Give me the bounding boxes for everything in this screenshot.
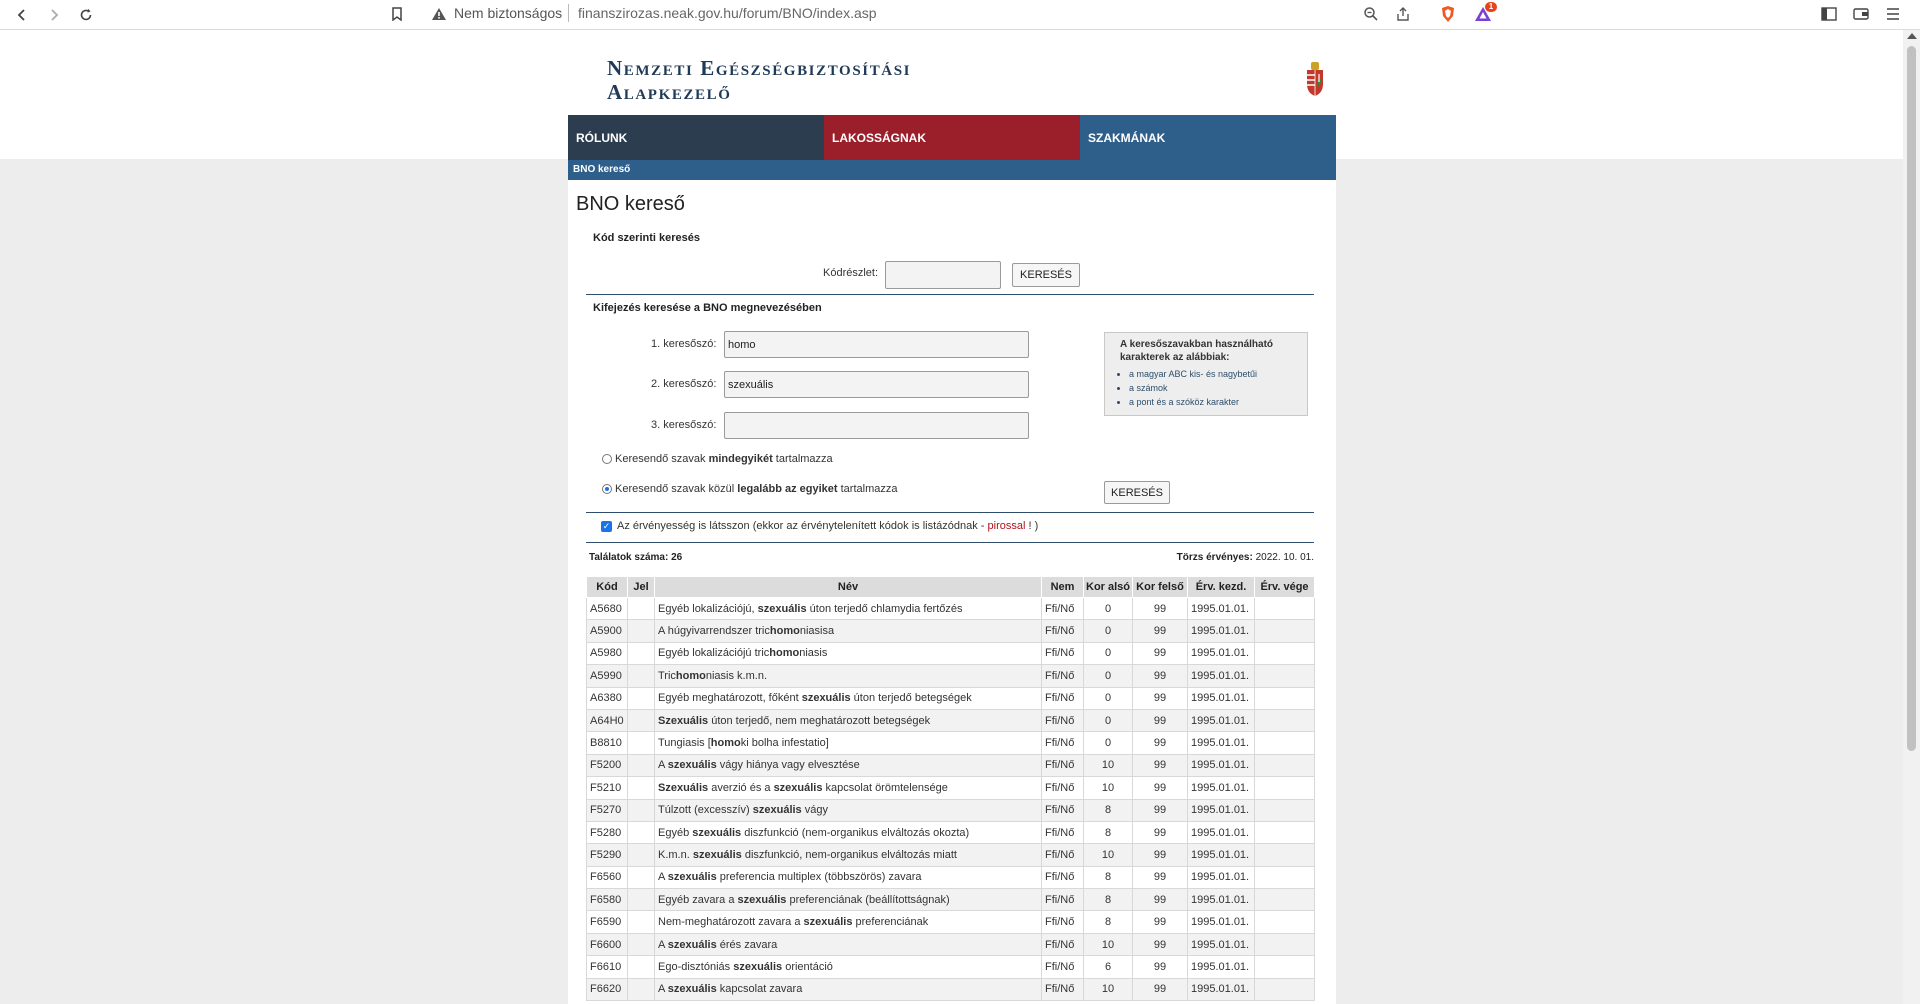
table-row[interactable] (587, 933, 1315, 955)
nav-item-szakmanak[interactable]: SZAKMÁNAK (1080, 115, 1336, 160)
expression-search-title: Kifejezés keresése a BNO megnevezésében (593, 302, 822, 314)
cell-kor-felso: 99 (1133, 956, 1188, 978)
cell-nem: Ffi/Nő (1042, 709, 1084, 731)
name-segment: averzió és a (708, 781, 774, 794)
cell-kod: A6380 (587, 687, 628, 709)
cell-erv-vege (1255, 956, 1315, 978)
reload-icon[interactable] (73, 2, 99, 28)
cell-erv-kezd: 1995.01.01. (1188, 665, 1255, 687)
name-highlight: szexuális (667, 983, 717, 996)
cell-erv-vege (1255, 777, 1315, 799)
name-highlight: Szexuális (658, 781, 709, 794)
name-segment: preferenciának (beállítottságnak) (786, 893, 950, 906)
cell-kod: F5280 (587, 821, 628, 843)
cell-kor-felso: 99 (1133, 933, 1188, 955)
cell-kod: A64H0 (587, 709, 628, 731)
cell-nev (655, 956, 1042, 978)
keyword-2-label: 2. keresőszó: (651, 378, 717, 390)
cell-kor-also: 10 (1084, 754, 1133, 776)
scroll-up-arrow[interactable] (1907, 33, 1917, 39)
cell-kod: F6620 (587, 978, 628, 1000)
validity-tail: ! ) (1025, 520, 1039, 532)
nav-item-lakossagnak[interactable]: LAKOSSÁGNAK (824, 115, 1080, 160)
cell-erv-kezd: 1995.01.01. (1188, 978, 1255, 1000)
cell-jel (628, 665, 655, 687)
cell-nem: Ffi/Nő (1042, 889, 1084, 911)
cell-nev (655, 687, 1042, 709)
cell-nev (655, 642, 1042, 664)
cell-erv-kezd: 1995.01.01. (1188, 933, 1255, 955)
cell-nem: Ffi/Nő (1042, 911, 1084, 933)
cell-jel (628, 777, 655, 799)
main-content (568, 115, 1336, 1004)
cell-kod: A5900 (587, 620, 628, 642)
cell-kor-felso: 99 (1133, 844, 1188, 866)
name-segment: vágy hiánya vagy elvesztése (716, 759, 860, 772)
cell-erv-kezd: 1995.01.01. (1188, 709, 1255, 731)
cell-erv-vege (1255, 665, 1315, 687)
name-segment: kapcsolat zavara (716, 983, 803, 996)
cell-kor-felso: 99 (1133, 709, 1188, 731)
cell-erv-vege (1255, 732, 1315, 754)
torzs-label: Törzs érvényes: (1176, 552, 1253, 563)
cell-nev (655, 620, 1042, 642)
cell-erv-kezd: 1995.01.01. (1188, 777, 1255, 799)
cell-nem: Ffi/Nő (1042, 665, 1084, 687)
cell-kor-felso: 99 (1133, 978, 1188, 1000)
cell-erv-kezd: 1995.01.01. (1188, 866, 1255, 888)
cell-erv-kezd: 1995.01.01. (1188, 620, 1255, 642)
cell-erv-vege (1255, 598, 1315, 620)
cell-jel (628, 754, 655, 776)
cell-kod: F5270 (587, 799, 628, 821)
subnav-bno-kereso[interactable]: BNO kereső (568, 160, 1336, 180)
name-segment: Egyéb lokalizációjú tric (658, 647, 770, 660)
address-separator (568, 4, 569, 22)
results-table (586, 576, 1315, 1001)
cell-erv-kezd: 1995.01.01. (1188, 799, 1255, 821)
cell-kor-also: 0 (1084, 642, 1133, 664)
cell-kor-also: 0 (1084, 598, 1133, 620)
name-segment: A (658, 759, 668, 772)
cell-erv-vege (1255, 911, 1315, 933)
name-segment: úton terjedő chlamydia fertőzés (806, 602, 963, 615)
cell-kod: B8810 (587, 732, 628, 754)
name-segment: diszfunkció, nem-organikus elváltozás miatt (741, 848, 957, 861)
code-search-title: Kód szerinti keresés (593, 232, 700, 244)
zoom-icon[interactable] (1360, 3, 1382, 25)
cell-nev (655, 732, 1042, 754)
table-row[interactable] (587, 687, 1315, 709)
cell-nem: Ffi/Nő (1042, 978, 1084, 1000)
torzs-validity (1177, 552, 1314, 563)
back-icon[interactable] (9, 2, 35, 28)
cell-jel (628, 866, 655, 888)
keyword-2-input[interactable] (724, 371, 1029, 398)
cell-erv-vege (1255, 978, 1315, 1000)
cell-erv-vege (1255, 821, 1315, 843)
name-highlight: homo (769, 647, 800, 660)
name-highlight: szexuális (667, 871, 717, 884)
cell-erv-kezd: 1995.01.01. (1188, 821, 1255, 843)
share-icon[interactable] (1392, 3, 1414, 25)
radio-any-post: tartalmazza (837, 483, 898, 495)
wallet-icon[interactable] (1850, 3, 1872, 25)
cell-nev (655, 889, 1042, 911)
cell-jel (628, 687, 655, 709)
cell-jel (628, 978, 655, 1000)
cell-jel (628, 844, 655, 866)
cell-jel (628, 911, 655, 933)
forward-icon[interactable] (41, 2, 67, 28)
table-row[interactable] (587, 754, 1315, 776)
cell-erv-vege (1255, 620, 1315, 642)
cell-kor-felso: 99 (1133, 665, 1188, 687)
name-segment: niasis (799, 647, 828, 660)
address-bar-url[interactable]: finanszirozas.neak.gov.hu/forum/BNO/index.asp (578, 5, 877, 21)
radio-all-pre: Keresendő szavak (615, 453, 709, 465)
table-row[interactable] (587, 620, 1315, 642)
cell-erv-vege (1255, 889, 1315, 911)
table-row[interactable] (587, 821, 1315, 843)
cell-kor-also: 10 (1084, 844, 1133, 866)
cell-kod: A5980 (587, 642, 628, 664)
cell-nem: Ffi/Nő (1042, 821, 1084, 843)
radio-all-post: tartalmazza (772, 453, 833, 465)
keyword-1-label: 1. keresőszó: (651, 338, 717, 350)
cell-kor-felso: 99 (1133, 598, 1188, 620)
name-highlight: szexuális (667, 759, 717, 772)
table-header-row (587, 577, 1315, 598)
radio-all-bold: mindegyikét (708, 453, 773, 465)
cell-erv-kezd: 1995.01.01. (1188, 732, 1255, 754)
page-scrollbar[interactable] (1903, 30, 1920, 1004)
menu-icon[interactable] (1882, 3, 1904, 25)
cell-erv-vege (1255, 687, 1315, 709)
rewards-badge: 1 (1485, 2, 1497, 12)
cell-nev (655, 754, 1042, 776)
divider (586, 294, 1314, 295)
cell-erv-kezd: 1995.01.01. (1188, 844, 1255, 866)
cell-erv-vege (1255, 709, 1315, 731)
cell-jel (628, 598, 655, 620)
divider (586, 542, 1314, 543)
name-segment: preferencia multiplex (többszörös) zavara (716, 871, 922, 884)
name-segment: kapcsolat örömtelensége (822, 781, 948, 794)
cell-kod: F6580 (587, 889, 628, 911)
radio-any-pre: Keresendő szavak közül (615, 483, 738, 495)
name-segment: A (658, 983, 668, 996)
cell-kor-felso: 99 (1133, 642, 1188, 664)
code-part-input[interactable] (885, 261, 1001, 289)
cell-jel (628, 732, 655, 754)
cell-jel (628, 821, 655, 843)
name-segment: ki bolha infestatio] (740, 737, 829, 750)
brave-rewards-icon[interactable] (1472, 3, 1494, 25)
cell-nem: Ffi/Nő (1042, 956, 1084, 978)
cell-kod: F5210 (587, 777, 628, 799)
name-segment: vágy (801, 804, 828, 817)
cell-nev (655, 665, 1042, 687)
col-header-erv-kezd: Érv. kezd. (1188, 577, 1255, 598)
cell-erv-vege (1255, 799, 1315, 821)
cell-erv-vege (1255, 754, 1315, 776)
sidebar-icon[interactable] (1818, 3, 1840, 25)
info-item: • a számok (1129, 381, 1307, 395)
name-segment: orientáció (782, 960, 833, 973)
cell-nem: Ffi/Nő (1042, 598, 1084, 620)
organization-logo-text[interactable] (607, 56, 911, 104)
insecure-label[interactable]: Nem biztonságos (454, 5, 563, 21)
table-row[interactable] (587, 598, 1315, 620)
cell-nem: Ffi/Nő (1042, 866, 1084, 888)
name-segment: úton terjedő betegségek (850, 692, 972, 705)
name-highlight: homo (710, 737, 741, 750)
name-segment: Tungiasis [ (658, 737, 711, 750)
cell-erv-kezd: 1995.01.01. (1188, 754, 1255, 776)
cell-nem: Ffi/Nő (1042, 777, 1084, 799)
cell-jel (628, 933, 655, 955)
cell-kor-felso: 99 (1133, 889, 1188, 911)
cell-nem: Ffi/Nő (1042, 933, 1084, 955)
name-highlight: szexuális (737, 893, 787, 906)
cell-nev (655, 821, 1042, 843)
name-segment: Tric (658, 669, 676, 682)
cell-kod: F6610 (587, 956, 628, 978)
name-highlight: szexuális (692, 848, 742, 861)
keyword-3-input[interactable] (724, 412, 1029, 439)
table-row[interactable] (587, 956, 1315, 978)
col-header-kor-also: Kor alsó (1084, 577, 1133, 598)
cell-kor-felso: 99 (1133, 866, 1188, 888)
cell-kor-also: 0 (1084, 665, 1133, 687)
cell-nev (655, 598, 1042, 620)
cell-nev (655, 844, 1042, 866)
nav-item-rolunk[interactable]: RÓLUNK (568, 115, 824, 160)
cell-kor-also: 0 (1084, 732, 1133, 754)
table-row[interactable] (587, 889, 1315, 911)
table-row[interactable] (587, 732, 1315, 754)
cell-kor-also: 0 (1084, 709, 1133, 731)
validity-checkbox-row[interactable] (601, 520, 1038, 532)
cell-kor-felso: 99 (1133, 754, 1188, 776)
name-segment: Ego-disztóniás (658, 960, 734, 973)
table-row[interactable] (587, 642, 1315, 664)
cell-jel (628, 620, 655, 642)
table-row[interactable] (587, 978, 1315, 1000)
org-name-line1: Nemzeti Egészségbiztosítási (607, 56, 912, 80)
cell-nev (655, 978, 1042, 1000)
cell-kor-also: 0 (1084, 687, 1133, 709)
name-segment: A (658, 871, 668, 884)
cell-nev (655, 933, 1042, 955)
cell-nev (655, 911, 1042, 933)
table-row[interactable] (587, 911, 1315, 933)
cell-erv-kezd: 1995.01.01. (1188, 889, 1255, 911)
coat-of-arms-icon (1306, 62, 1324, 96)
name-highlight: szexuális (667, 938, 717, 951)
radio-any-button[interactable] (602, 484, 612, 494)
cell-kor-also: 8 (1084, 821, 1133, 843)
name-segment: niasis k.m.n. (705, 669, 768, 682)
cell-kor-also: 10 (1084, 978, 1133, 1000)
name-segment: Túlzott (excesszív) (658, 804, 753, 817)
col-header-jel: Jel (628, 577, 655, 598)
col-header-erv-vege: Érv. vége (1255, 577, 1315, 598)
table-row[interactable] (587, 709, 1315, 731)
cell-jel (628, 799, 655, 821)
name-highlight: Szexuális (658, 714, 709, 727)
cell-nem: Ffi/Nő (1042, 732, 1084, 754)
name-segment: úton terjedő, nem meghatározott betegségek (708, 714, 931, 727)
org-name-line2: Alapkezelő (607, 80, 732, 104)
name-segment: preferenciának (852, 916, 929, 929)
cell-kor-felso: 99 (1133, 799, 1188, 821)
name-segment: Egyéb zavara a (658, 893, 738, 906)
radio-all-button[interactable] (602, 454, 612, 464)
cell-kor-felso: 99 (1133, 732, 1188, 754)
info-item: • a magyar ABC kis- és nagybetűi (1129, 367, 1307, 381)
code-part-label: Kódrészlet: (823, 267, 879, 279)
name-highlight: szexuális (692, 826, 742, 839)
cell-nev (655, 866, 1042, 888)
cell-nev (655, 799, 1042, 821)
col-header-nev: Név (655, 577, 1042, 598)
cell-nem: Ffi/Nő (1042, 799, 1084, 821)
table-row[interactable] (587, 799, 1315, 821)
cell-erv-vege (1255, 844, 1315, 866)
keyword-1-input[interactable] (724, 331, 1029, 358)
cell-nem: Ffi/Nő (1042, 844, 1084, 866)
name-highlight: szexuális (773, 781, 823, 794)
table-row[interactable] (587, 777, 1315, 799)
code-search-button[interactable]: KERESÉS (1012, 263, 1080, 287)
main-navigation (568, 115, 1336, 160)
cell-nem: Ffi/Nő (1042, 642, 1084, 664)
cell-kod: F5200 (587, 754, 628, 776)
cell-erv-kezd: 1995.01.01. (1188, 911, 1255, 933)
radio-any-bold: legalább az egyiket (737, 483, 838, 495)
cell-erv-kezd: 1995.01.01. (1188, 956, 1255, 978)
cell-jel (628, 889, 655, 911)
col-header-kod: Kód (587, 577, 628, 598)
browser-toolbar (0, 0, 1920, 30)
col-header-kor-felso: Kor felső (1133, 577, 1188, 598)
cell-nem: Ffi/Nő (1042, 687, 1084, 709)
bookmark-icon[interactable] (386, 3, 408, 25)
col-header-nem: Nem (1042, 577, 1084, 598)
expression-search-button[interactable]: KERESÉS (1104, 481, 1170, 504)
name-highlight: szexuális (757, 602, 807, 615)
page-title: BNO kereső (576, 193, 685, 215)
name-segment: Egyéb meghatározott, főként (658, 692, 802, 705)
cell-kod: F6600 (587, 933, 628, 955)
cell-kod: F5290 (587, 844, 628, 866)
cell-erv-kezd: 1995.01.01. (1188, 642, 1255, 664)
name-highlight: homo (675, 669, 706, 682)
validity-red-text: pirossal (987, 520, 1026, 532)
cell-kor-also: 10 (1084, 933, 1133, 955)
allowed-characters-info (1104, 332, 1308, 416)
cell-kor-also: 0 (1084, 620, 1133, 642)
name-highlight: szexuális (801, 692, 851, 705)
table-row[interactable] (587, 844, 1315, 866)
info-list (1120, 367, 1307, 409)
cell-nem: Ffi/Nő (1042, 754, 1084, 776)
cell-kor-felso: 99 (1133, 821, 1188, 843)
radio-all-words[interactable] (602, 453, 833, 465)
divider (586, 512, 1314, 513)
keyword-3-label: 3. keresőszó: (651, 419, 717, 431)
cell-kor-felso: 99 (1133, 911, 1188, 933)
name-segment: Nem-meghatározott zavara a (658, 916, 804, 929)
cell-kor-also: 8 (1084, 911, 1133, 933)
info-title: A keresőszavakban használható karakterek az alábbiak: (1120, 339, 1274, 363)
name-highlight: homo (769, 625, 800, 638)
name-highlight: szexuális (752, 804, 802, 817)
cell-kod: F6590 (587, 911, 628, 933)
cell-kor-also: 8 (1084, 889, 1133, 911)
cell-kor-felso: 99 (1133, 620, 1188, 642)
name-segment: K.m.n. (658, 848, 693, 861)
cell-kor-also: 10 (1084, 777, 1133, 799)
cell-erv-kezd: 1995.01.01. (1188, 598, 1255, 620)
cell-kor-felso: 99 (1133, 777, 1188, 799)
name-highlight: szexuális (733, 960, 783, 973)
cell-kor-also: 8 (1084, 866, 1133, 888)
results-table-body (587, 598, 1315, 1001)
info-item: • a pont és a szóköz karakter (1129, 395, 1307, 409)
cell-nev (655, 709, 1042, 731)
cell-kor-felso: 99 (1133, 687, 1188, 709)
warning-icon[interactable] (428, 3, 450, 25)
validity-checkbox[interactable]: ✓ (602, 520, 611, 531)
name-segment: A húgyivarrendszer tric (658, 625, 770, 638)
cell-kod: A5990 (587, 665, 628, 687)
name-segment: Egyéb lokalizációjú, (658, 602, 758, 615)
cell-kor-also: 6 (1084, 956, 1133, 978)
scroll-thumb[interactable] (1907, 46, 1916, 751)
cell-nev (655, 777, 1042, 799)
cell-erv-kezd: 1995.01.01. (1188, 687, 1255, 709)
cell-kod: F6560 (587, 866, 628, 888)
results-count: Találatok száma: 26 (589, 552, 683, 563)
name-segment: niasisa (799, 625, 835, 638)
name-highlight: szexuális (803, 916, 853, 929)
brave-shields-icon[interactable] (1437, 3, 1459, 25)
name-segment: érés zavara (716, 938, 778, 951)
cell-kor-also: 8 (1084, 799, 1133, 821)
cell-jel (628, 642, 655, 664)
cell-jel (628, 709, 655, 731)
cell-erv-vege (1255, 866, 1315, 888)
cell-erv-vege (1255, 933, 1315, 955)
name-segment: A (658, 938, 668, 951)
name-segment: Egyéb (658, 826, 693, 839)
validity-text: Az érvényesség is látsszon (ekkor az érvénytelenített kódok is listázódnak - (617, 520, 988, 532)
cell-nem: Ffi/Nő (1042, 620, 1084, 642)
name-segment: diszfunkció (nem-organikus elváltozás okozta) (741, 826, 970, 839)
table-row[interactable] (587, 665, 1315, 687)
torzs-value: 2022. 10. 01. (1255, 552, 1314, 563)
radio-any-word[interactable] (602, 483, 897, 495)
cell-jel (628, 956, 655, 978)
cell-kod: A5680 (587, 598, 628, 620)
table-row[interactable] (587, 866, 1315, 888)
cell-erv-vege (1255, 642, 1315, 664)
